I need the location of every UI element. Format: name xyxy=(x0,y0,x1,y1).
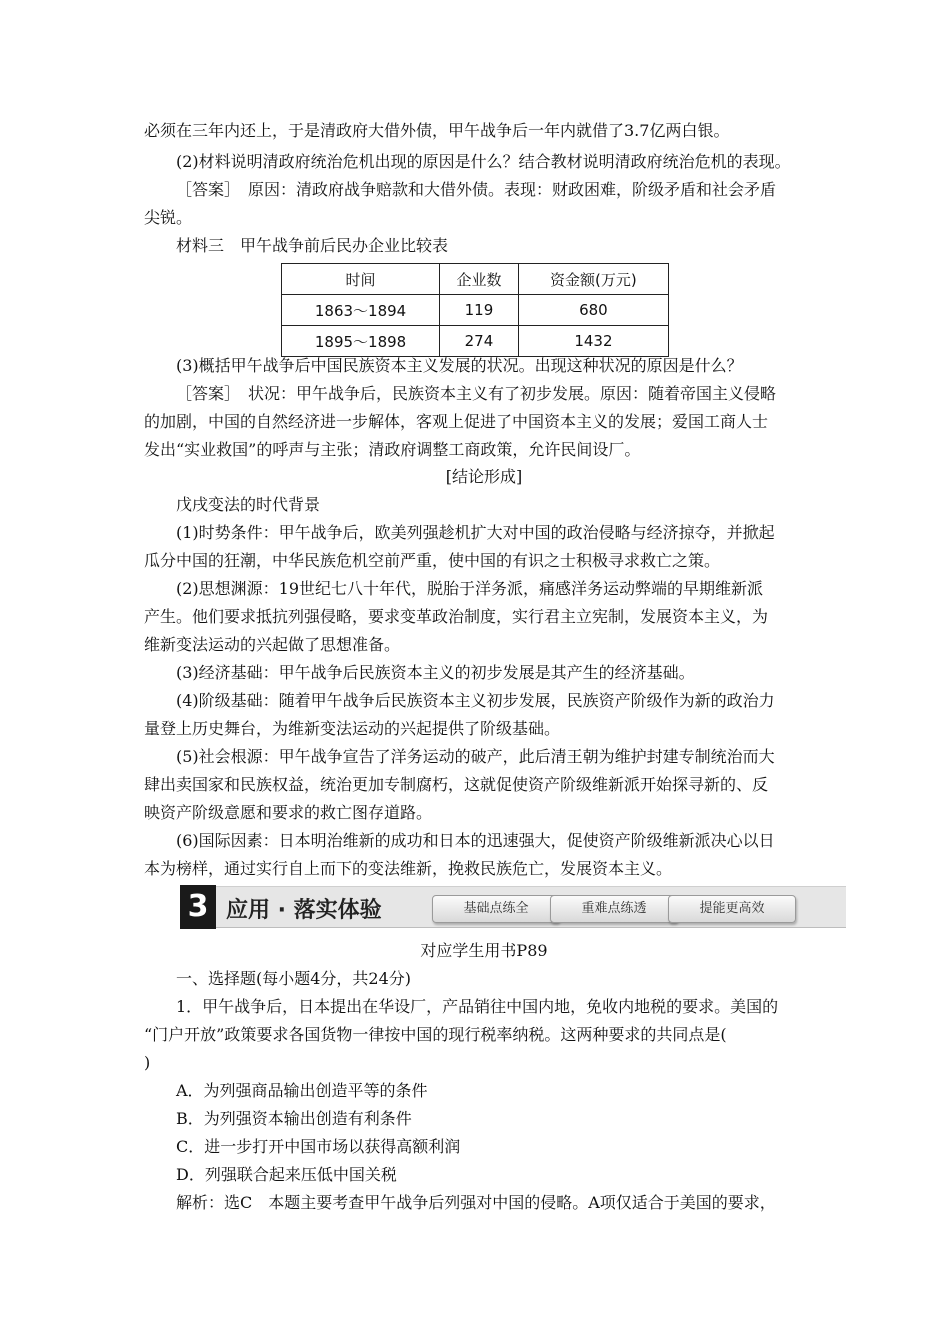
option-d: D．列强联合起来压低中国关税 xyxy=(176,1165,397,1184)
point-5-line: 映资产阶级意愿和要求的救亡图存道路。 xyxy=(144,803,433,822)
key-difficult-practice-button[interactable]: 重难点练透 xyxy=(550,895,678,923)
point-4-line: (4)阶级基础：随着甲午战争后民族资本主义初步发展，民族资产阶级作为新的政治力 xyxy=(176,691,775,710)
question-1-line: 1．甲午战争后，日本提出在华设厂，产品销往中国内地，免收内地税的要求。美国的 xyxy=(176,997,779,1016)
point-3-line: (3)经济基础：甲午战争后民族资本主义的初步发展是其产生的经济基础。 xyxy=(176,663,695,682)
answer-3-line: ［答案］ 状况：甲午战争后，民族资本主义有了初步发展。原因：随着帝国主义侵略 xyxy=(176,384,777,403)
table-cell: 1863～1894 xyxy=(282,295,440,326)
point-6-line: 本为榜样，通过实行自上而下的变法维新，挽救民族危亡，发展资本主义。 xyxy=(144,859,673,878)
section-heading: 一、选择题(每小题4分，共24分) xyxy=(176,969,412,988)
question-3: (3)概括甲午战争后中国民族资本主义发展的状况。出现这种状况的原因是什么？ xyxy=(176,356,743,375)
table-cell: 119 xyxy=(440,295,519,326)
answer-2-line: ［答案］ 原因：清政府战争赔款和大借外债。表现：财政困难，阶级矛盾和社会矛盾 xyxy=(176,180,777,199)
answer-2-line: 尖锐。 xyxy=(144,208,193,227)
basic-practice-button[interactable]: 基础点练全 xyxy=(432,895,560,923)
section-banner-title: 应用 · 落实体验 xyxy=(226,898,382,923)
table-cell: 1895～1898 xyxy=(282,326,440,357)
question-1-line: “门户开放”政策要求各国货物一律按中国的现行税率纳税。这两种要求的共同点是( xyxy=(144,1025,727,1044)
point-1-line: 瓜分中国的狂潮，中华民族危机空前严重，使中国的有识之士积极寻求救亡之策。 xyxy=(144,551,721,570)
point-5-line: (5)社会根源：甲午战争宣告了洋务运动的破产，此后清王朝为维护封建专制统治而大 xyxy=(176,747,775,766)
point-2-line: (2)思想渊源：19世纪七八十年代，脱胎于洋务派，痛感洋务运动弊端的早期维新派 xyxy=(176,579,764,598)
material-3-title: 材料三 甲午战争前后民办企业比较表 xyxy=(176,236,449,255)
question-1-line: ) xyxy=(144,1053,151,1072)
point-5-line: 肆出卖国家和民族权益，统治更加专制腐朽，这就促使资产阶级维新派开始探寻新的、反 xyxy=(144,775,769,794)
option-c: C．进一步打开中国市场以获得高额利润 xyxy=(176,1137,461,1156)
analysis-line: 解析：选C 本题主要考查甲午战争后列强对中国的侵略。A项仅适合于美国的要求， xyxy=(176,1193,776,1212)
table-header-time: 时间 xyxy=(282,264,440,295)
conclusion-heading: [结论形成] xyxy=(445,467,523,486)
paragraph-line: 必须在三年内还上，于是清政府大借外债，甲午战争后一年内就借了3.7亿两白银。 xyxy=(144,121,730,140)
point-4-line: 量登上历史舞台，为维新变法运动的兴起提供了阶级基础。 xyxy=(144,719,561,738)
option-a: A．为列强商品输出创造平等的条件 xyxy=(176,1081,428,1100)
background-title: 戊戌变法的时代背景 xyxy=(176,495,321,514)
table-header-count: 企业数 xyxy=(440,264,519,295)
table-cell: 274 xyxy=(440,326,519,357)
enterprise-comparison-table xyxy=(281,263,669,357)
point-2-line: 维新变法运动的兴起做了思想准备。 xyxy=(144,635,401,654)
table-row xyxy=(282,295,669,326)
point-2-line: 产生。他们要求抵抗列强侵略，要求变革政治制度，实行君主立宪制，发展资本主义，为 xyxy=(144,607,769,626)
question-2: (2)材料说明清政府统治危机出现的原因是什么？结合教材说明清政府统治危机的表现。 xyxy=(176,152,791,171)
answer-3-line: 发出“实业救国”的呼声与主张；清政府调整工商政策，允许民间设厂。 xyxy=(144,440,641,459)
section-number-badge: 3 xyxy=(180,885,216,929)
table-cell: 680 xyxy=(518,295,668,326)
option-b: B．为列强资本输出创造有利条件 xyxy=(176,1109,412,1128)
table-header-capital: 资金额(万元) xyxy=(518,264,668,295)
point-6-line: (6)国际因素：日本明治维新的成功和日本的迅速强大，促使资产阶级维新派决心以日 xyxy=(176,831,775,850)
answer-3-line: 的加剧，中国的自然经济进一步解体，客观上促进了中国资本主义的发展；爱国工商人士 xyxy=(144,412,769,431)
table-cell: 1432 xyxy=(518,326,668,357)
advanced-practice-button[interactable]: 提能更高效 xyxy=(668,895,796,923)
table-row xyxy=(282,326,669,357)
student-book-reference: 对应学生用书P89 xyxy=(420,941,548,960)
point-1-line: (1)时势条件：甲午战争后，欧美列强趁机扩大对中国的政治侵略与经济掠夺，并掀起 xyxy=(176,523,775,542)
section-banner xyxy=(180,886,846,928)
table-header-row xyxy=(282,264,669,295)
